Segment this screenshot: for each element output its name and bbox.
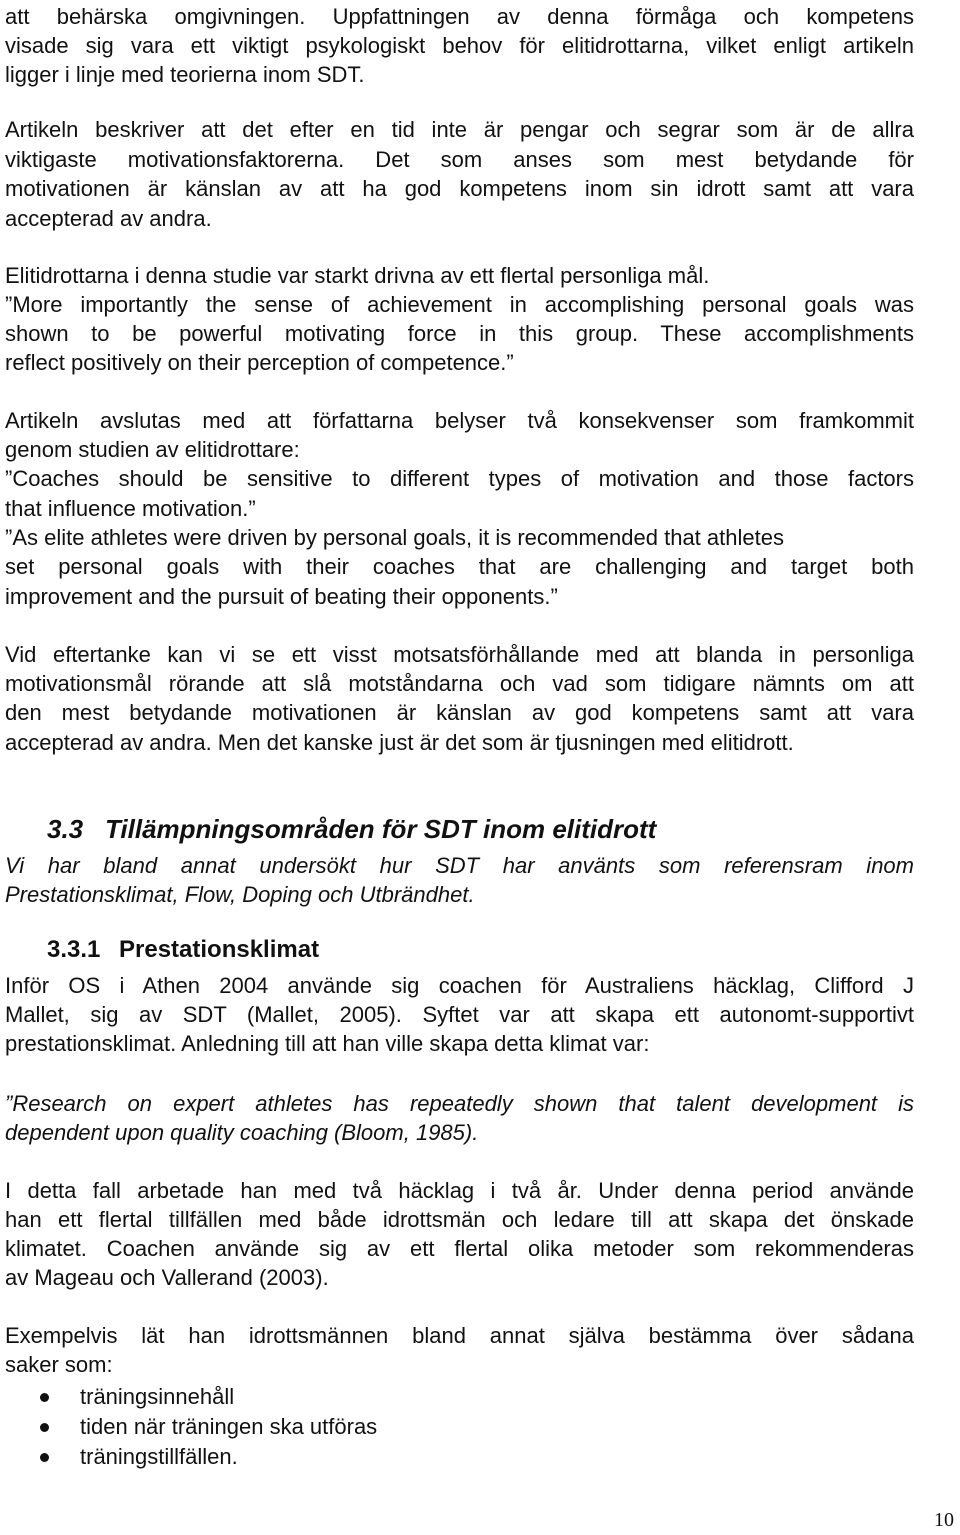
subsection-title: Prestationsklimat <box>119 936 320 963</box>
text-line: genom studien av elitidrottare: <box>5 437 300 462</box>
bullet-icon <box>40 1393 49 1402</box>
text-line: Prestationsklimat, Flow, Doping och Utbrändhet. <box>5 882 475 907</box>
text-line: viktigaste motivationsfaktorerna. Det som anses som mest betydande för <box>5 147 914 172</box>
bullet-icon <box>40 1453 49 1462</box>
text-line: shown to be powerful motivating force in this group. These accomplishments <box>5 321 914 346</box>
text-line: den mest betydande motivationen är känslan av god kompetens samt att vara <box>5 700 914 725</box>
text-line: prestationsklimat. Anledning till att han ville skapa detta klimat var: <box>5 1031 650 1056</box>
subsection-number: 3.3.1 <box>47 936 101 963</box>
section-heading <box>47 813 656 845</box>
text-line: klimatet. Coachen använde sig av ett flertal olika metoder som rekommenderas <box>5 1236 914 1261</box>
text-line: Exempelvis lät han idrottsmännen bland annat själva bestämma över sådana <box>5 1323 914 1348</box>
text-line: improvement and the pursuit of beating their opponents.” <box>5 584 558 609</box>
text-line: I detta fall arbetade han med två häcklag i två år. Under denna period använde <box>5 1178 914 1203</box>
text-line: that influence motivation.” <box>5 496 256 521</box>
text-line: reflect positively on their perception of competence.” <box>5 350 514 375</box>
text-line: accepterad av andra. <box>5 206 212 231</box>
quote-line: ”Research on expert athletes has repeatedly shown that talent development is <box>5 1091 914 1116</box>
list-item-text: tiden när träningen ska utföras <box>80 1414 378 1439</box>
text-line: Elitidrottarna i denna studie var starkt drivna av ett flertal personliga mål. <box>5 263 710 288</box>
text-line: saker som: <box>5 1352 113 1377</box>
text-line: set personal goals with their coaches that are challenging and target both <box>5 554 914 579</box>
list-item-text: träningstillfällen. <box>80 1444 238 1469</box>
text-line: ”More importantly the sense of achievement in accomplishing personal goals was <box>5 292 914 317</box>
text-line: av Mageau och Vallerand (2003). <box>5 1265 329 1290</box>
text-line: Vi har bland annat undersökt hur SDT har använts som referensram inom <box>5 853 914 878</box>
text-line: motivationsmål rörande att slå motståndarna och vad som tidigare nämnts om att <box>5 671 914 696</box>
section-number: 3.3 <box>47 814 84 844</box>
text-line: Artikeln avslutas med att författarna belyser två konsekvenser som framkommit <box>5 408 914 433</box>
text-line: ”As elite athletes were driven by personal goals, it is recommended that athletes <box>5 525 784 550</box>
text-line: Artikeln beskriver att det efter en tid inte är pengar och segrar som är de allra <box>5 117 914 142</box>
quote-line: dependent upon quality coaching (Bloom, 1985). <box>5 1120 479 1145</box>
subsection-heading <box>47 934 319 966</box>
page-number: 10 <box>934 1509 954 1531</box>
text-line: visade sig vara ett viktigt psykologiskt behov för elitidrottarna, vilket enligt artikeln <box>5 33 914 58</box>
text-line: att behärska omgivningen. Uppfattningen av denna förmåga och kompetens <box>5 4 914 29</box>
text-line: Mallet, sig av SDT (Mallet, 2005). Syftet var att skapa ett autonomt-supportivt <box>5 1002 914 1027</box>
text-line: ”Coaches should be sensitive to different types of motivation and those factors <box>5 466 914 491</box>
text-line: Vid eftertanke kan vi se ett visst motsatsförhållande med att blanda in personliga <box>5 642 914 667</box>
text-line: han ett flertal tillfällen med både idrottsmän och ledare till att skapa det önskade <box>5 1207 914 1232</box>
text-line: accepterad av andra. Men det kanske just är det som är tjusningen med elitidrott. <box>5 730 794 755</box>
text-line: ligger i linje med teorierna inom SDT. <box>5 62 365 87</box>
bullet-icon <box>40 1423 49 1432</box>
text-line: motivationen är känslan av att ha god kompetens inom sin idrott samt att vara <box>5 176 914 201</box>
text-line: Inför OS i Athen 2004 använde sig coachen för Australiens häcklag, Clifford J <box>5 973 914 998</box>
list-item-text: träningsinnehåll <box>80 1384 235 1409</box>
section-title: Tillämpningsområden för SDT inom elitidrott <box>105 814 657 844</box>
